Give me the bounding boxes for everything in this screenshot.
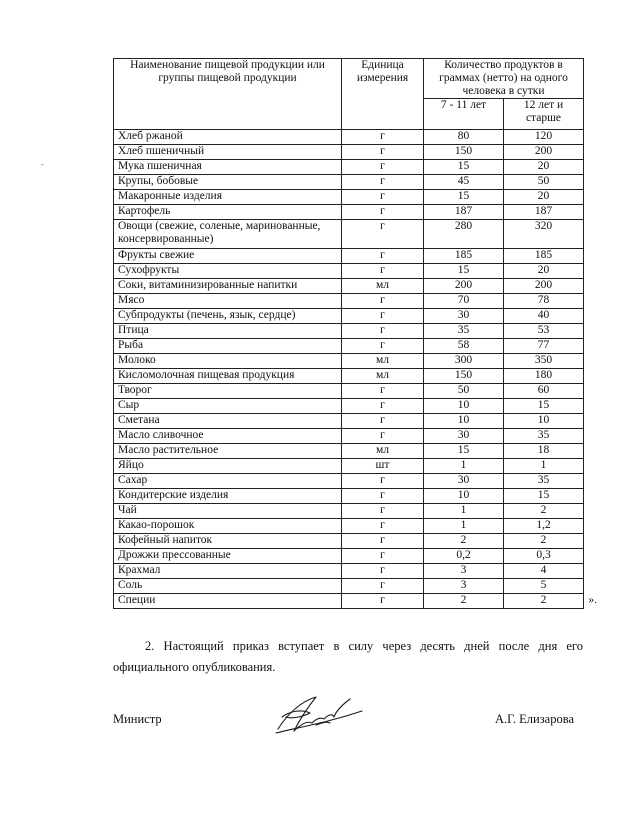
product-name-cell: Субпродукты (печень, язык, сердце) [114,309,342,324]
header-unit: Единица измерения [342,59,424,130]
product-name-cell: Кондитерские изделия [114,489,342,504]
unit-cell: г [342,190,424,205]
table-row [114,579,584,594]
unit-cell: г [342,384,424,399]
signer-name: А.Г. Елизарова [494,712,574,726]
header-age-7-11: 7 - 11 лет [424,99,504,130]
unit-cell: г [342,429,424,444]
product-name-cell: Картофель [114,205,342,220]
product-name-cell: Сыр [114,399,342,414]
unit-cell: г [342,205,424,220]
qty-7-11-cell: 30 [424,429,504,444]
qty-7-11-cell: 15 [424,264,504,279]
unit-cell: г [342,264,424,279]
product-name-cell: Рыба [114,339,342,354]
unit-cell: г [342,130,424,145]
qty-12-plus-cell: 20 [504,264,584,279]
unit-cell: г [342,399,424,414]
table-row [114,354,584,369]
qty-7-11-cell: 10 [424,489,504,504]
closing-quote: ». [588,594,597,606]
product-name-cell: Кофейный напиток [114,534,342,549]
qty-7-11-cell: 1 [424,459,504,474]
table-row [114,145,584,160]
unit-cell: г [342,594,424,609]
qty-7-11-cell: 280 [424,220,504,249]
table-row [114,489,584,504]
qty-12-plus-cell: 20 [504,190,584,205]
unit-cell: мл [342,444,424,459]
product-name-cell: Масло сливочное [114,429,342,444]
qty-7-11-cell: 300 [424,354,504,369]
unit-cell: г [342,324,424,339]
minister-title: Министр [113,712,162,726]
qty-12-plus-cell: 78 [504,294,584,309]
order-clause: 2. Настоящий приказ вступает в силу через десять дней после дня его официального опубликования. [113,639,583,674]
qty-7-11-cell: 2 [424,534,504,549]
qty-7-11-cell: 3 [424,564,504,579]
qty-12-plus-cell: 1,2 [504,519,584,534]
unit-cell: шт [342,459,424,474]
qty-12-plus-cell: 1 [504,459,584,474]
unit-cell: г [342,549,424,564]
qty-7-11-cell: 1 [424,504,504,519]
table-row [114,519,584,534]
table-row [114,175,584,190]
qty-12-plus-cell: 60 [504,384,584,399]
qty-12-plus-cell: 10 [504,414,584,429]
qty-12-plus-cell: 35 [504,474,584,489]
table-row [114,399,584,414]
product-name-cell: Сухофрукты [114,264,342,279]
product-name-cell: Птица [114,324,342,339]
qty-12-plus-cell: 77 [504,339,584,354]
product-name-cell: Молоко [114,354,342,369]
product-name-cell: Творог [114,384,342,399]
product-name-cell: Мясо [114,294,342,309]
table-row [114,264,584,279]
table-row [114,369,584,384]
qty-7-11-cell: 10 [424,399,504,414]
qty-7-11-cell: 150 [424,145,504,160]
unit-cell: г [342,489,424,504]
product-name-cell: Сахар [114,474,342,489]
product-name-cell: Макаронные изделия [114,190,342,205]
qty-12-plus-cell: 50 [504,175,584,190]
product-name-cell: Какао-порошок [114,519,342,534]
qty-12-plus-cell: 35 [504,429,584,444]
qty-12-plus-cell: 185 [504,249,584,264]
product-name-cell: Соки, витаминизированные напитки [114,279,342,294]
unit-cell: г [342,474,424,489]
product-name-cell: Соль [114,579,342,594]
qty-7-11-cell: 35 [424,324,504,339]
table-row [114,414,584,429]
qty-7-11-cell: 1 [424,519,504,534]
unit-cell: г [342,249,424,264]
table-row [114,324,584,339]
unit-cell: мл [342,279,424,294]
qty-12-plus-cell: 15 [504,489,584,504]
table-row [114,534,584,549]
product-name-cell: Овощи (свежие, соленые, маринованные, консервированные) [114,220,342,249]
product-name-cell: Фрукты свежие [114,249,342,264]
qty-12-plus-cell: 120 [504,130,584,145]
qty-12-plus-cell: 0,3 [504,549,584,564]
product-name-cell: Кисломолочная пищевая продукция [114,369,342,384]
product-name-cell: Масло растительное [114,444,342,459]
qty-7-11-cell: 200 [424,279,504,294]
qty-12-plus-cell: 2 [504,534,584,549]
qty-7-11-cell: 50 [424,384,504,399]
qty-7-11-cell: 3 [424,579,504,594]
unit-cell: г [342,145,424,160]
qty-12-plus-cell: 40 [504,309,584,324]
qty-12-plus-cell: 20 [504,160,584,175]
qty-7-11-cell: 15 [424,160,504,175]
unit-cell: г [342,160,424,175]
unit-cell: г [342,564,424,579]
qty-7-11-cell: 0,2 [424,549,504,564]
header-quantity: Количество продуктов в граммах (нетто) на одного человека в сутки [424,59,584,99]
qty-12-plus-cell: 53 [504,324,584,339]
qty-7-11-cell: 30 [424,309,504,324]
qty-12-plus-cell: 5 [504,579,584,594]
table-row [114,205,584,220]
unit-cell: г [342,579,424,594]
handwritten-signature [272,693,368,737]
qty-12-plus-cell: 180 [504,369,584,384]
product-name-cell: Сметана [114,414,342,429]
unit-cell: г [342,534,424,549]
qty-12-plus-cell: 320 [504,220,584,249]
table-row [114,444,584,459]
product-name-cell: Хлеб ржаной [114,130,342,145]
header-product-name: Наименование пищевой продукции или группы пищевой продукции [114,59,342,130]
qty-7-11-cell: 58 [424,339,504,354]
table-body [114,130,597,609]
product-name-cell: Мука пшеничная [114,160,342,175]
table-row [114,130,584,145]
qty-12-plus-cell: 2 [504,504,584,519]
qty-12-plus-cell: 4 [504,564,584,579]
table-row [114,220,584,249]
qty-7-11-cell: 10 [424,414,504,429]
unit-cell: г [342,175,424,190]
qty-7-11-cell: 2 [424,594,504,609]
qty-12-plus-cell: 187 [504,205,584,220]
table-row [114,249,584,264]
table-row [114,549,584,564]
food-norms-table [113,58,597,609]
table-row [114,384,584,399]
unit-cell: г [342,414,424,429]
product-name-cell: Хлеб пшеничный [114,145,342,160]
qty-12-plus-cell: 18 [504,444,584,459]
qty-7-11-cell: 185 [424,249,504,264]
qty-12-plus-cell: 200 [504,145,584,160]
unit-cell: мл [342,369,424,384]
table-row [114,474,584,489]
qty-7-11-cell: 15 [424,190,504,205]
table-row [114,429,584,444]
table-row [114,190,584,205]
qty-12-plus-cell: 2 ». [504,594,584,609]
qty-7-11-cell: 70 [424,294,504,309]
unit-cell: г [342,339,424,354]
table-row [114,294,584,309]
product-name-cell: Крупы, бобовые [114,175,342,190]
table-row [114,279,584,294]
qty-7-11-cell: 30 [424,474,504,489]
qty-12-plus-cell: 15 [504,399,584,414]
qty-7-11-cell: 187 [424,205,504,220]
unit-cell: г [342,294,424,309]
table-row [114,504,584,519]
qty-12-plus-cell: 350 [504,354,584,369]
unit-cell: г [342,519,424,534]
header-age-12-plus: 12 лет и старше [504,99,584,130]
unit-cell: г [342,504,424,519]
qty-7-11-cell: 45 [424,175,504,190]
page-margin-mark: - [41,160,44,169]
table-row [114,594,584,609]
table-row [114,564,584,579]
product-name-cell: Яйцо [114,459,342,474]
unit-cell: г [342,220,424,249]
qty-7-11-cell: 150 [424,369,504,384]
table-row [114,309,584,324]
qty-7-11-cell: 80 [424,130,504,145]
qty-7-11-cell: 15 [424,444,504,459]
product-name-cell: Чай [114,504,342,519]
table-row [114,459,584,474]
qty-12-plus-cell: 200 [504,279,584,294]
table-row [114,339,584,354]
table-row [114,160,584,175]
product-name-cell: Специи [114,594,342,609]
unit-cell: г [342,309,424,324]
product-name-cell: Крахмал [114,564,342,579]
unit-cell: мл [342,354,424,369]
product-name-cell: Дрожжи прессованные [114,549,342,564]
